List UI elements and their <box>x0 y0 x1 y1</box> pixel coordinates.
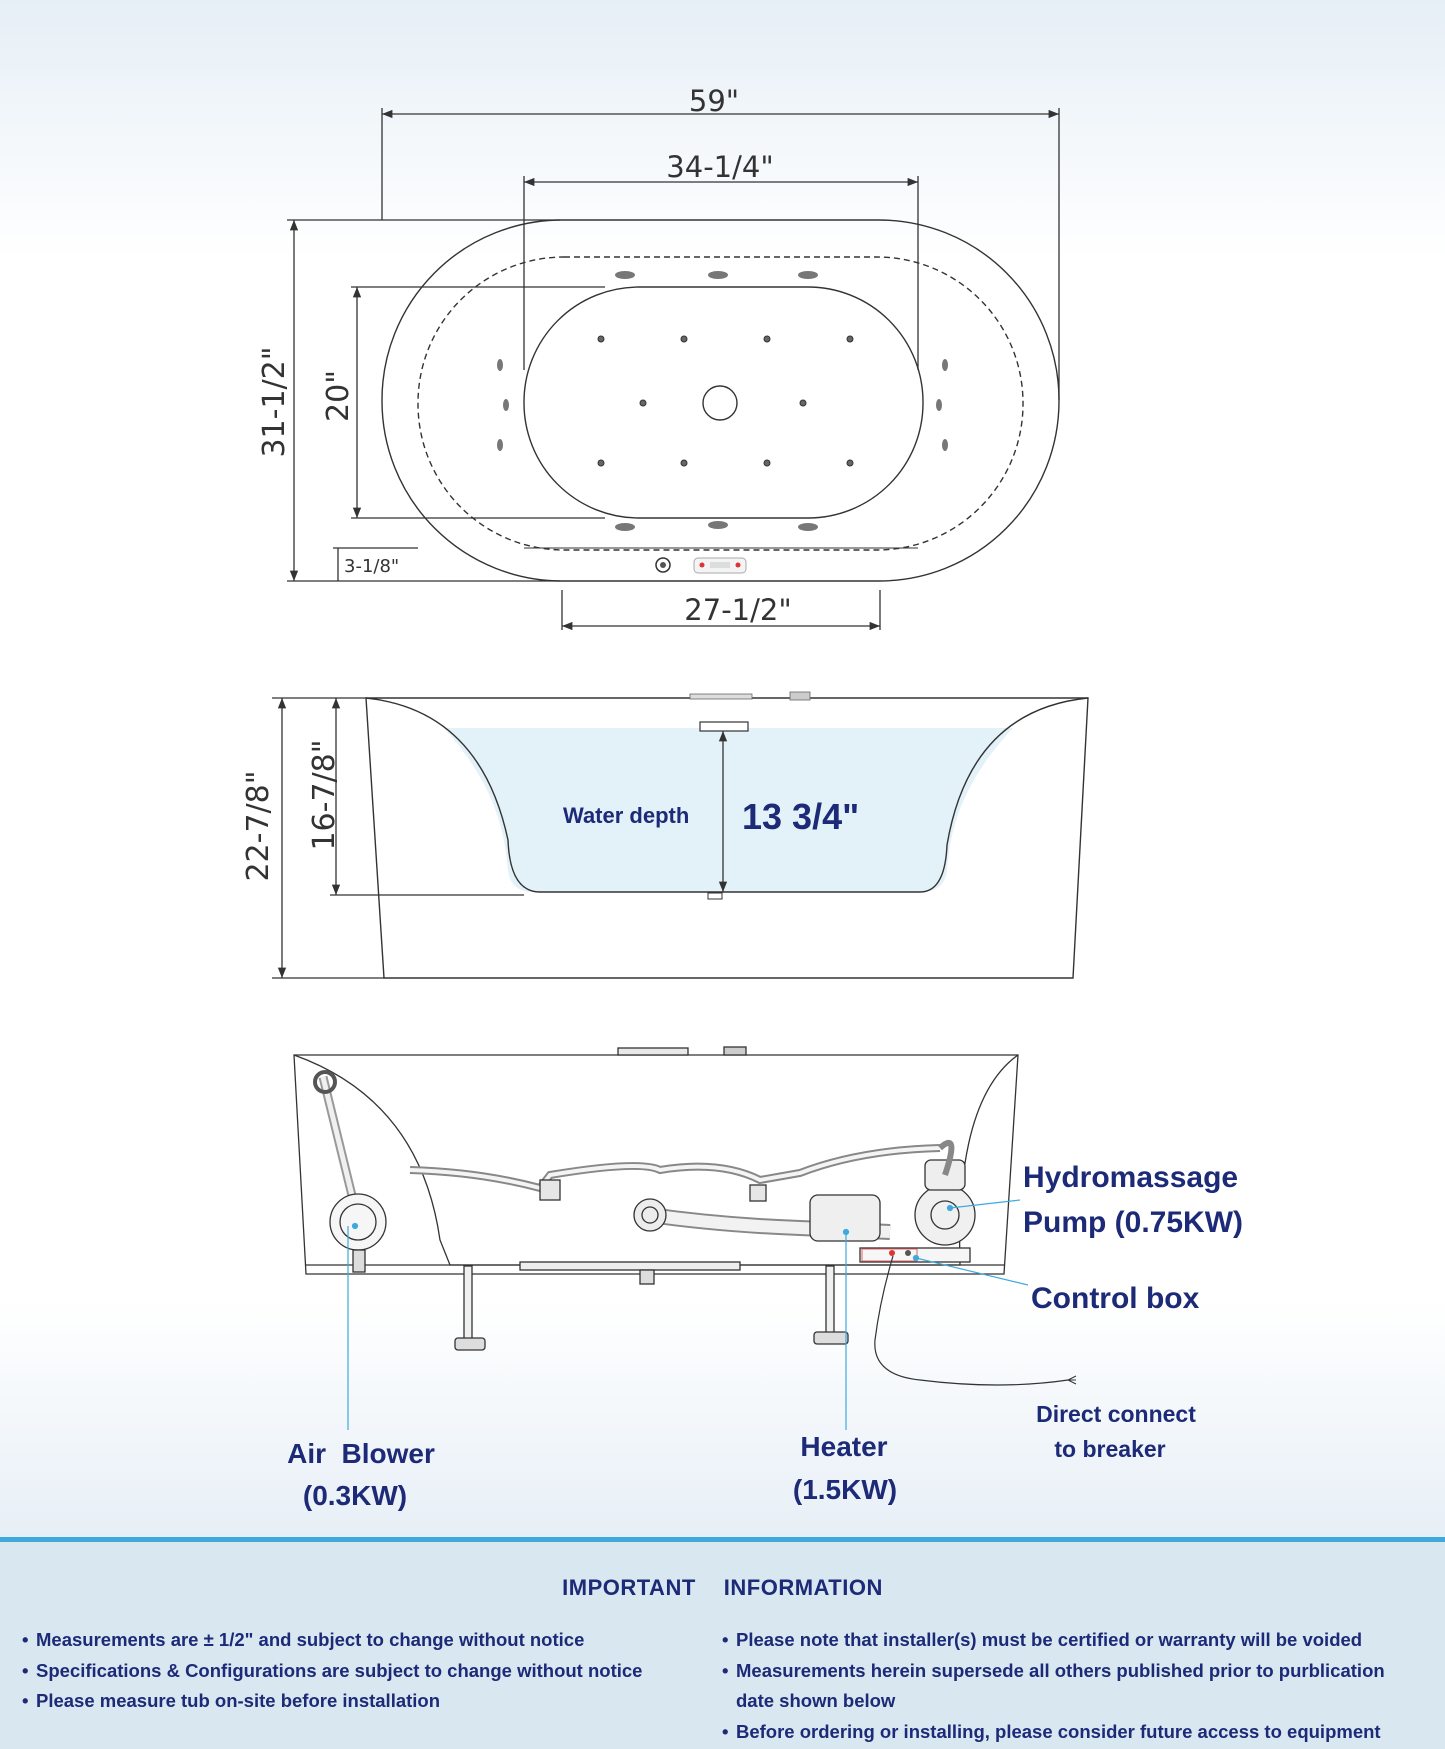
air-blower-unit <box>330 1194 386 1250</box>
note-item: • Specifications & Configurations are subject to change without notice <box>22 1656 712 1687</box>
heater-label-line1: Heater <box>800 1431 888 1462</box>
overflow-icon <box>700 722 748 731</box>
tub-basin <box>524 287 923 518</box>
pump-label-line1: Hydromassage <box>1023 1161 1239 1194</box>
control-box-label: Control box <box>1031 1282 1200 1315</box>
side-view <box>366 692 1088 978</box>
overall-length-label: 59" <box>688 84 740 118</box>
water-depth-value: 13 3/4" <box>742 796 860 837</box>
footer-title-information: INFORMATION <box>723 1575 883 1600</box>
equipment-view <box>294 1047 1076 1385</box>
footer-title <box>0 1575 1445 1601</box>
note-item: • Please note that installer(s) must be certified or warranty will be voided <box>722 1625 1422 1656</box>
hydromassage-pump-unit <box>915 1185 975 1245</box>
air-blower-label-line1: Air Blower <box>287 1438 435 1469</box>
note-item: • Please measure tub on-site before installation <box>22 1686 712 1717</box>
leg-right <box>826 1266 834 1334</box>
breaker-cable <box>875 1256 1068 1385</box>
overall-width-label: 31-1/2" <box>257 346 292 458</box>
note-item: • Before ordering or installing, please consider future access to equipment <box>722 1717 1422 1748</box>
control-panel-icon <box>656 558 746 573</box>
floor-jets <box>598 336 853 466</box>
note-item: • Measurements herein supersede all others published prior to purblication date shown below <box>722 1656 1422 1717</box>
important-information-footer <box>0 1537 1445 1749</box>
footer-title-important: IMPORTANT <box>562 1575 696 1600</box>
leg-left <box>464 1266 472 1340</box>
overall-height-label: 22-7/8" <box>241 770 276 882</box>
breaker-label-line1: Direct connect <box>1036 1401 1196 1427</box>
water-fill <box>444 728 1013 892</box>
water-depth-label: Water depth <box>563 803 690 828</box>
drain-icon <box>703 386 737 420</box>
inner-depth-label: 16-7/8" <box>307 739 342 851</box>
air-blower-label-line2: (0.3KW) <box>302 1480 408 1511</box>
edge-offset-label: 3-1/8" <box>344 556 400 577</box>
right-notes-list <box>722 1625 1422 1747</box>
inner-length-label: 34-1/4" <box>666 150 774 184</box>
note-item: • Measurements are ± 1/2" and subject to change without notice <box>22 1625 712 1656</box>
left-notes-list <box>22 1625 712 1717</box>
heater-label-line2: (1.5KW) <box>792 1474 898 1505</box>
inner-width-label: 20" <box>321 370 356 422</box>
bottom-length-label: 27-1/2" <box>684 593 792 627</box>
pump-label-line2: Pump (0.75KW) <box>1023 1206 1244 1239</box>
breaker-label-line2: to breaker <box>1054 1436 1166 1462</box>
